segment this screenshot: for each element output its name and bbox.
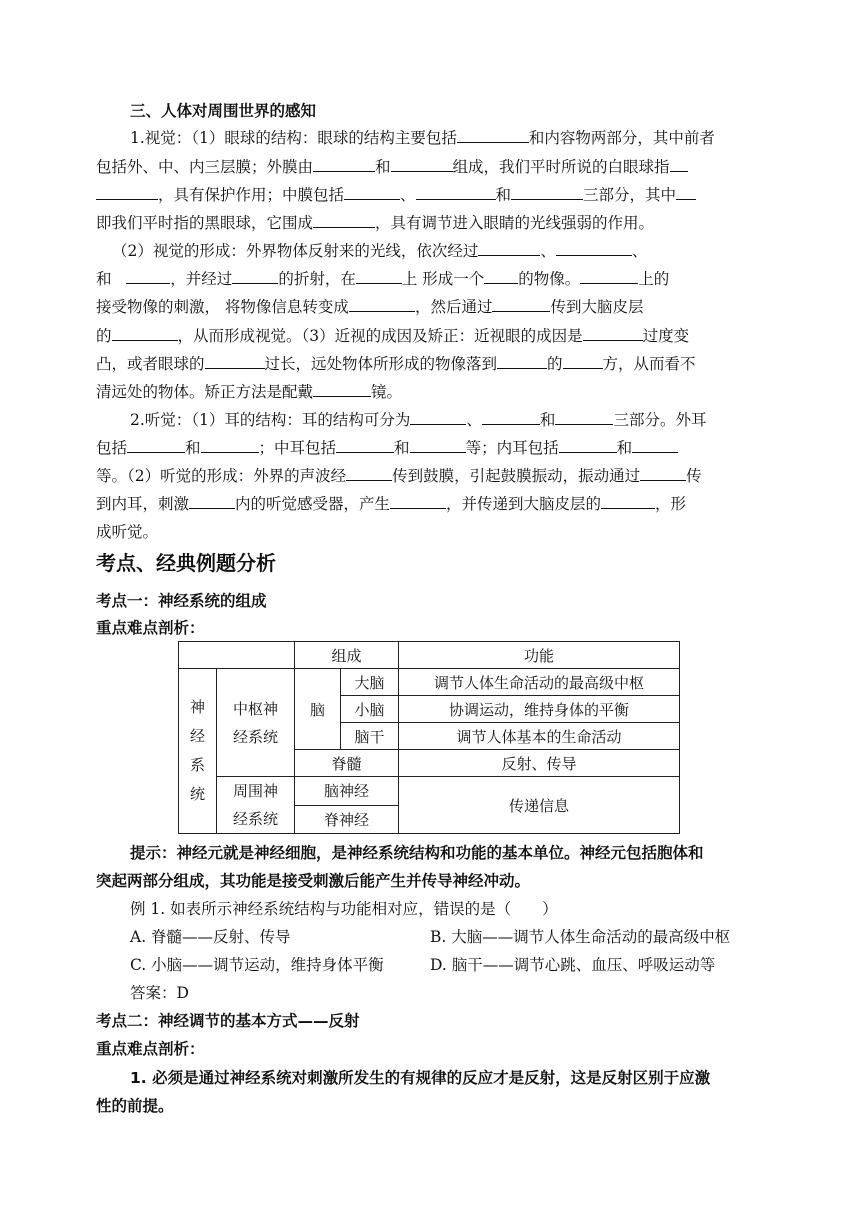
fill-blank — [344, 184, 400, 200]
text-line: （2）视觉的形成：外界物体反射来的光线，依次经过 、 、 — [112, 242, 648, 260]
fill-blank — [556, 240, 632, 256]
fill-blank — [632, 437, 678, 453]
fill-blank — [676, 184, 696, 200]
kp2-title: 考点二：神经调节的基本方式——反射 — [96, 1012, 360, 1030]
fill-blank — [410, 437, 466, 453]
option-c: C. 小脑——调节运动，维持身体平衡 — [130, 956, 384, 974]
section-heading: 考点、经典例题分析 — [96, 551, 276, 575]
text-line: 的 ，从而形成视觉。（3）近视的成因及矫正：近视眼的成因是 过度变 — [96, 327, 690, 345]
fill-blank — [670, 156, 688, 172]
option-a: A. 脊髓——反射、传导 — [130, 928, 291, 946]
table-cell: 大脑 — [341, 669, 399, 696]
text-line: 和 ，并经过 的折射，在 上 形成一个 的物像。 上的 — [96, 270, 670, 288]
table-cell: 神经系统 — [179, 669, 217, 834]
table-cell: 脊髓 — [295, 750, 399, 777]
text-line: 即我们平时指的黑眼球，它围成 ，具有调节进入眼睛的光线强弱的作用。 — [96, 214, 655, 232]
fill-blank — [127, 437, 185, 453]
fill-blank — [559, 437, 617, 453]
table-header: 组成 — [295, 642, 399, 669]
fill-blank — [482, 409, 540, 425]
fill-blank — [232, 268, 278, 284]
text-line: 成听觉。 — [96, 523, 159, 541]
point-text: 1. 必须是通过神经系统对刺激所发生的有规律的反应才是反射，这是反射区别于应激 — [130, 1069, 711, 1087]
table-cell: 脑干 — [341, 723, 399, 750]
table-cell: 调节人体基本的生命活动 — [399, 723, 680, 750]
table-cell: 中枢神经系统 — [217, 669, 295, 777]
fill-blank — [126, 268, 170, 284]
fill-blank — [356, 268, 402, 284]
table-cell: 小脑 — [341, 696, 399, 723]
text-line: 接受物像的刺激， 将物像信息转变成 ，然后通过 传到大脑皮层 — [96, 298, 644, 316]
option-d: D. 脑干——调节心跳、血压、呼吸运动等 — [430, 956, 716, 974]
fill-blank — [96, 184, 158, 200]
option-b: B. 大脑——调节人体生命活动的最高级中枢 — [430, 928, 731, 946]
fill-blank — [346, 465, 392, 481]
fill-blank — [390, 493, 446, 509]
fill-blank — [563, 353, 603, 369]
text-line: 清远处的物体。矫正方法是配戴 镜。 — [96, 383, 403, 401]
fill-blank — [112, 325, 178, 341]
example-question: 例 1. 如表所示神经系统结构与功能相对应，错误的是（ ） — [130, 900, 558, 918]
text-line: 到内耳，刺激 内的听觉感受器，产生 ，并传递到大脑皮层的 ，形 — [96, 495, 687, 513]
fill-blank — [478, 240, 540, 256]
fill-blank — [205, 353, 265, 369]
fill-blank — [484, 268, 518, 284]
text-line: 包括 和 ；中耳包括 和 等；内耳包括 和 — [96, 437, 678, 459]
text-line: 包括外、中、内三层膜；外膜由 和 组成，我们平时所说的白眼球指 — [96, 156, 688, 178]
fill-blank — [583, 325, 643, 341]
table-cell: 反射、传导 — [399, 750, 680, 777]
text-line: 2.听觉：（1）耳的结构：耳的结构可分为 、 和 三部分。外耳 — [130, 411, 707, 429]
point-text: 性的前提。 — [96, 1097, 174, 1115]
fill-blank — [580, 268, 638, 284]
table-cell: 脊神经 — [295, 805, 399, 834]
table-cell: 脑 — [295, 669, 341, 750]
fill-blank — [313, 212, 375, 228]
kp1-title: 考点一：神经系统的组成 — [96, 592, 267, 610]
table-header: 功能 — [399, 642, 680, 669]
fill-blank — [416, 184, 496, 200]
text-line: 1.视觉：（1）眼球的结构：眼球的结构主要包括 和内容物两部分，其中前者 — [130, 129, 715, 147]
fill-blank — [555, 409, 613, 425]
fill-blank — [336, 437, 394, 453]
tip-text: 提示：神经元就是神经细胞，是神经系统结构和功能的基本单位。神经元包括胞体和 — [130, 844, 704, 862]
fill-blank — [640, 465, 686, 481]
answer: 答案：D — [130, 984, 189, 1002]
table-cell: 传递信息 — [399, 777, 680, 834]
fill-blank — [313, 156, 375, 172]
fill-blank — [457, 127, 529, 143]
fill-blank — [313, 381, 371, 397]
text-line: 等。（2）听觉的形成：外界的声波经 传到鼓膜，引起鼓膜振动，振动通过 传 — [96, 467, 702, 485]
fill-blank — [511, 184, 583, 200]
focus-label: 重点难点剖析： — [96, 619, 205, 637]
fill-blank — [497, 353, 547, 369]
fill-blank — [601, 493, 655, 509]
tip-text: 突起两部分组成，其功能是接受刺激后能产生并传导神经冲动。 — [96, 872, 531, 890]
table-cell: 脑神经 — [295, 777, 399, 806]
fill-blank — [189, 493, 235, 509]
fill-blank — [492, 296, 550, 312]
focus-label: 重点难点剖析： — [96, 1040, 205, 1058]
table-cell: 周围神经系统 — [217, 777, 295, 834]
section-title: 三、人体对周围世界的感知 — [130, 102, 317, 120]
fill-blank — [391, 156, 453, 172]
fill-blank — [349, 296, 415, 312]
table-cell: 协调运动，维持身体的平衡 — [399, 696, 680, 723]
fill-blank — [410, 409, 466, 425]
fill-blank — [201, 437, 259, 453]
table-cell — [179, 642, 295, 669]
text-line: ，具有保护作用；中膜包括 、 和 三部分，其中 — [96, 184, 696, 206]
nervous-system-table — [178, 641, 680, 834]
text-line: 凸，或者眼球的 过长，远处物体所形成的物像落到 的 方，从而看不 — [96, 355, 696, 373]
table-cell: 调节人体生命活动的最高级中枢 — [399, 669, 680, 696]
